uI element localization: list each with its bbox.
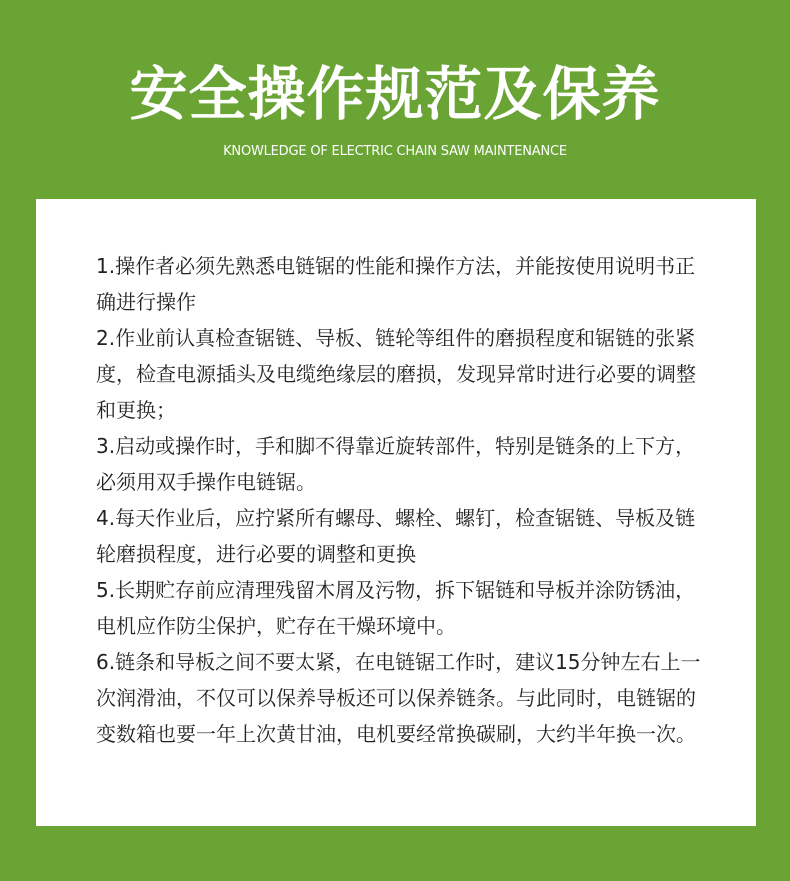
instruction-item-6: 6.链条和导板之间不要太紧，在电链锯工作时，建议15分钟左右上一次润滑油，不仅可以保养导板还可以保养链条。与此同时，电链锯的变数箱也要一年上次黄甘油，电机要经常换碳刷，大约半年换一次。 [96, 650, 701, 746]
instruction-item-4: 4.每天作业后，应拧紧所有螺母、螺栓、螺钉，检查锯链、导板及链轮磨损程度，进行必要的调整和更换 [96, 506, 696, 566]
header [0, 0, 790, 200]
page-subtitle: KNOWLEDGE OF ELECTRIC CHAIN SAW MAINTENANCE [223, 144, 567, 159]
instruction-item-1: 1.操作者必须先熟悉电链锯的性能和操作方法，并能按使用说明书正确进行操作 [96, 254, 696, 314]
instruction-list [96, 248, 706, 752]
content-panel [36, 199, 756, 826]
instruction-item-2: 2.作业前认真检查锯链、导板、链轮等组件的磨损程度和锯链的张紧度，检查电源插头及电缆绝缘层的磨损，发现异常时进行必要的调整和更换； [96, 326, 696, 422]
instruction-item-3: 3.启动或操作时，手和脚不得靠近旋转部件，特别是链条的上下方，必须用双手操作电链锯。 [96, 434, 696, 494]
instruction-item-5: 5.长期贮存前应清理残留木屑及污物，拆下锯链和导板并涂防锈油，电机应作防尘保护，贮存在干燥环境中。 [96, 578, 696, 638]
page-title: 安全操作规范及保养 [129, 60, 661, 128]
